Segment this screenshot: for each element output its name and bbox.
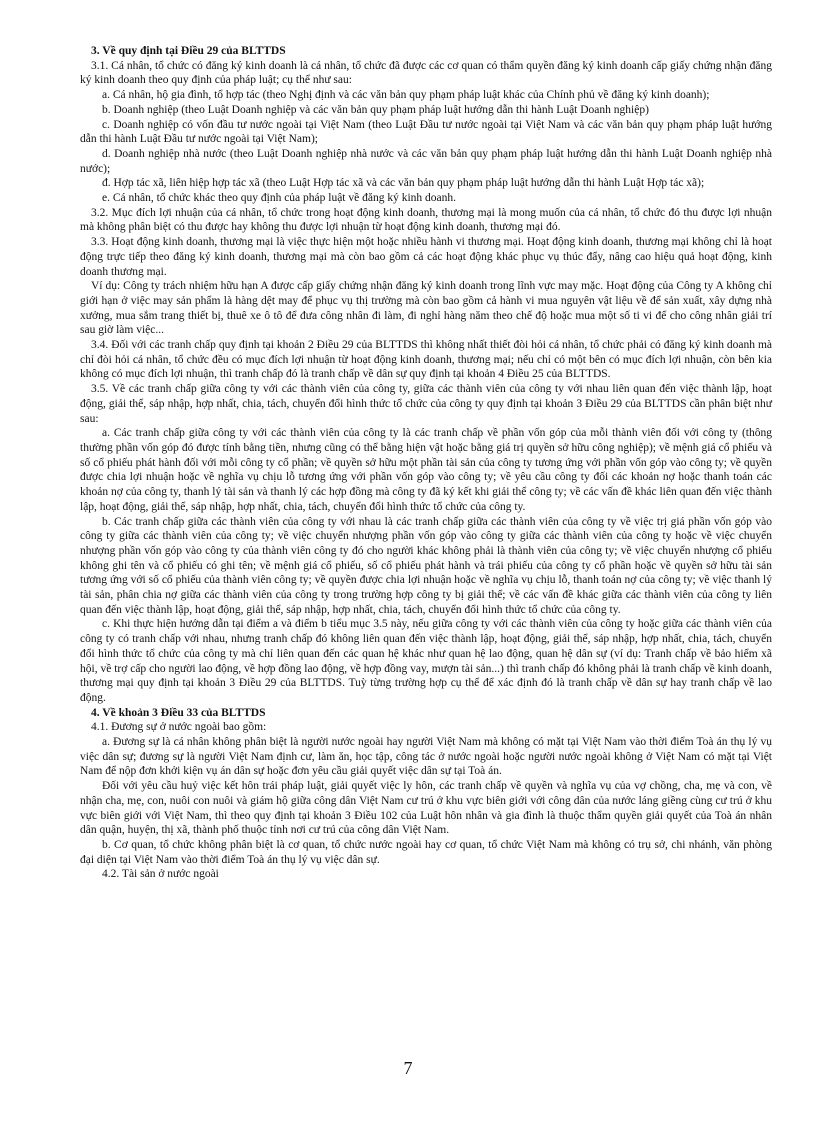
item-4-1-b: b. Cơ quan, tổ chức không phân biệt là cơ quan, tổ chức nước ngoài hay cơ quan, tổ chức Việt Nam mà không có trụ sở, chi nhánh, văn phòng đại diện tại Việt Nam vào thời điểm Toà án thụ lý vụ việc dân sự.	[80, 838, 772, 866]
item-3-1-e: e. Cá nhân, tổ chức khác theo quy định của pháp luật về đăng ký kinh doanh.	[102, 192, 457, 205]
paragraph-marriage: Đối với yêu cầu huỷ việc kết hôn trái pháp luật, giải quyết việc ly hôn, các tranh chấp về quyền và nghĩa vụ của vợ chồng, cha, mẹ và con, về nhận cha, mẹ, con, nuôi con nuôi và giám hộ giữa công dân Việt Nam cư trú ở khu vực biên giới với công dân của nước láng giềng cùng cư trú ở khu vực biên giới với Việt Nam, thì theo quy định tại khoản 3 Điều 102 của Luật hôn nhân và gia đình là thuộc thẩm quyền giải quyết của Toà án nhân dân quận, huyện, thị xã, thành phố thuộc tỉnh nơi cư trú của công dân Việt Nam.	[80, 780, 772, 837]
document-page	[80, 44, 772, 882]
item-3-1-a: a. Cá nhân, hộ gia đình, tổ hợp tác (theo Nghị định và các văn bản quy phạm pháp luật khác của Chính phủ về đăng ký kinh doanh);	[102, 89, 710, 102]
item-3-1-d: d. Doanh nghiệp nhà nước (theo Luật Doanh nghiệp nhà nước và các văn bản quy phạm pháp luật hướng dẫn thi hành Luật Doanh nghiệp nhà nước);	[80, 147, 772, 175]
section-4	[80, 706, 772, 882]
page-number: 7	[403, 1058, 413, 1078]
section-heading: 4. Về khoản 3 Điều 33 của BLTTDS	[91, 706, 266, 719]
item-3-1-b: b. Doanh nghiệp (theo Luật Doanh nghiệp và các văn bản quy phạm pháp luật hướng dẫn thi hành Luật Doanh nghiệp)	[102, 103, 649, 116]
paragraph-3-3: 3.3. Hoạt động kinh doanh, thương mại là việc thực hiện một hoặc nhiều hành vi thương mại. Hoạt động kinh doanh, thương mại không chỉ là hoạt động trực tiếp theo đăng ký kinh doanh, thương mại mà còn bao gồm cả các hoạt động khác phục vụ thúc đẩy, nâng cao hiệu quả hoạt động, kinh doanh thương mại.	[80, 236, 772, 278]
paragraph-3-5: 3.5. Về các tranh chấp giữa công ty với các thành viên của công ty, giữa các thành viên của công ty với nhau liên quan đến việc thành lập, hoạt động, giải thể, sáp nhập, hợp nhất, chia, tách, chuyển đổi hình thức tổ chức của công ty quy định tại khoản 3 Điều 29 của BLTTDS cần phân biệt như sau:	[80, 383, 772, 425]
paragraph-3-2: 3.2. Mục đích lợi nhuận của cá nhân, tổ chức trong hoạt động kinh doanh, thương mại là mong muốn của cá nhân, tổ chức đó thu được lợi nhuận mà không phân biệt có thu được hay không thu được lợi nhuận từ hoạt động kinh doanh, thương mại đó.	[80, 206, 772, 234]
paragraph-3-4: 3.4. Đối với các tranh chấp quy định tại khoản 2 Điều 29 của BLTTDS thì không nhất thiết đòi hỏi cá nhân, tổ chức phải có đăng ký kinh doanh mà chỉ đòi hỏi cá nhân, tổ chức đều có mục đích lợi nhuận từ hoạt động kinh doanh, thương mại; nếu chỉ có một bên có mục đích lợi nhuận, còn bên kia không có mục đích lợi nhuận, thì tranh chấp đó là tranh chấp về dân sự quy định tại khoản 4 Điều 25 của BLTTDS.	[80, 339, 772, 381]
item-3-1-dd: đ. Hợp tác xã, liên hiệp hợp tác xã (theo Luật Hợp tác xã và các văn bản quy phạm pháp luật hướng dẫn thi hành Luật Hợp tác xã);	[102, 177, 705, 190]
paragraph-4-2: 4.2. Tài sản ở nước ngoài	[102, 868, 219, 881]
paragraph-example: Ví dụ: Công ty trách nhiệm hữu hạn A được cấp giấy chứng nhận đăng ký kinh doanh trong lĩnh vực may mặc. Hoạt động của Công ty A không chỉ giới hạn ở việc may sản phẩm là hàng dệt may để phục vụ thị trường mà còn bao gồm cả hành vi mua nguyên vật liệu về để sản xuất, xây dựng nhà xưởng, mua sắm trang thiết bị, thuê xe ô tô để đưa công nhân đi làm, đi nghỉ hàng năm theo chế độ hoặc mua một số ti vi để cho công nhân giải trí sau giờ làm việc...	[80, 280, 772, 337]
item-3-5-a: a. Các tranh chấp giữa công ty với các thành viên của công ty là các tranh chấp về phần vốn góp của mỗi thành viên đối với công ty (thông thường phần vốn góp đó được tính bằng tiền, nhưng cũng có thể bằng hiện vật hoặc bằng giá trị quyền sở hữu công nghiệp); về mệnh giá cổ phiếu và số cổ phiếu phát hành đối với mỗi công ty cổ phần; về quyền sở hữu một phần tài sản của công ty tương ứng với phần vốn góp vào công ty; về quyền được chia lợi nhuận hoặc về nghĩa vụ chịu lỗ tương ứng với phần vốn góp vào công ty; về yêu cầu công ty đối các khoản nợ hoặc thanh toán các khoản nợ của công ty, thanh lý tài sản và thanh lý các hợp đồng mà công ty đã ký kết khi giải thể công ty; về các vấn đề khác liên quan đến việc thành lập, hoạt động, giải thể, sáp nhập, hợp nhất, chia, tách, chuyển đổi hình thức tổ chức của công ty.	[80, 427, 772, 513]
paragraph-4-1: 4.1. Đương sự ở nước ngoài bao gồm:	[91, 721, 267, 734]
item-3-5-c: c. Khi thực hiện hướng dẫn tại điểm a và điểm b tiểu mục 3.5 này, nếu giữa công ty với các thành viên của công ty hoặc giữa các thành viên của công ty có tranh chấp với nhau, nhưng tranh chấp đó không liên quan đến việc thành lập, hoạt động, giải thể, sáp nhập, hợp nhất, chia, tách, chuyển đổi hình thức tổ chức của công ty mà chỉ liên quan đến các quan hệ khác như quan hệ lao động, quan hệ dân sự (ví dụ: Tranh chấp về bảo hiểm xã hội, về trợ cấp cho người lao động, về hợp đồng lao động, về hợp đồng vay, mượn tài sản...) thì tranh chấp đó không phải là tranh chấp về kinh doanh, thương mại quy định tại khoản 3 Điều 29 của BLTTDS. Tuỳ từng trường hợp cụ thể để xác định đó là tranh chấp về dân sự hay tranh chấp về lao động.	[80, 618, 772, 704]
item-4-1-a: a. Đương sự là cá nhân không phân biệt là người nước ngoài hay người Việt Nam mà không có mặt tại Việt Nam vào thời điểm Toà án thụ lý vụ việc dân sự; đương sự là người Việt Nam định cư, làm ăn, học tập, công tác ở nước ngoài hoặc người nước ngoài không ở Việt Nam có mặt tại Việt Nam để nộp đơn khởi kiện vụ án dân sự hoặc đơn yêu cầu giải quyết việc dân sự tại Toà án.	[80, 736, 772, 778]
section-heading: 3. Về quy định tại Điều 29 của BLTTDS	[91, 45, 286, 57]
item-3-1-c: c. Doanh nghiệp có vốn đầu tư nước ngoài tại Việt Nam (theo Luật Đầu tư nước ngoài tại Việt Nam và các văn bản quy phạm pháp luật hướng dẫn thi hành Luật Đầu tư nước ngoài tại Việt Nam);	[80, 118, 772, 146]
item-3-5-b: b. Các tranh chấp giữa các thành viên của công ty với nhau là các tranh chấp giữa các thành viên của công ty về việc trị giá phần vốn góp vào công ty giữa các thành viên của công ty; về việc chuyển nhượng phần vốn góp vào công ty giữa các thành viên của công ty hoặc về việc chuyển nhượng phần vốn góp vào công ty của thành viên công ty đó cho người khác không phải là thành viên của công ty; về việc chuyển nhượng cổ phiếu không ghi tên và cổ phiếu có ghi tên; về mệnh giá cổ phiếu, số cổ phiếu phát hành và trái phiếu của công ty cổ phần hoặc về quyền sở hữu tài sản tương ứng với số cổ phiếu của thành viên công ty; về quyền được chia lợi nhuận hoặc về nghĩa vụ chịu lỗ, thanh toán nợ của công ty; về việc thanh lý tài sản, phân chia nợ giữa các thành viên của công ty trong trường hợp công ty bị giải thể; về các vấn đề khác giữa các thành viên của công ty liên quan đến việc thành lập, hoạt động, giải thể, sáp nhập, hợp nhất, chia, tách, chuyển đổi hình thức tổ chức của công ty.	[80, 515, 772, 616]
section-3	[80, 44, 772, 706]
paragraph-3-1: 3.1. Cá nhân, tổ chức có đăng ký kinh doanh là cá nhân, tổ chức đã được các cơ quan có thẩm quyền đăng ký kinh doanh cấp giấy chứng nhận đăng ký kinh doanh theo quy định của pháp luật; cụ thể như sau:	[80, 59, 772, 87]
